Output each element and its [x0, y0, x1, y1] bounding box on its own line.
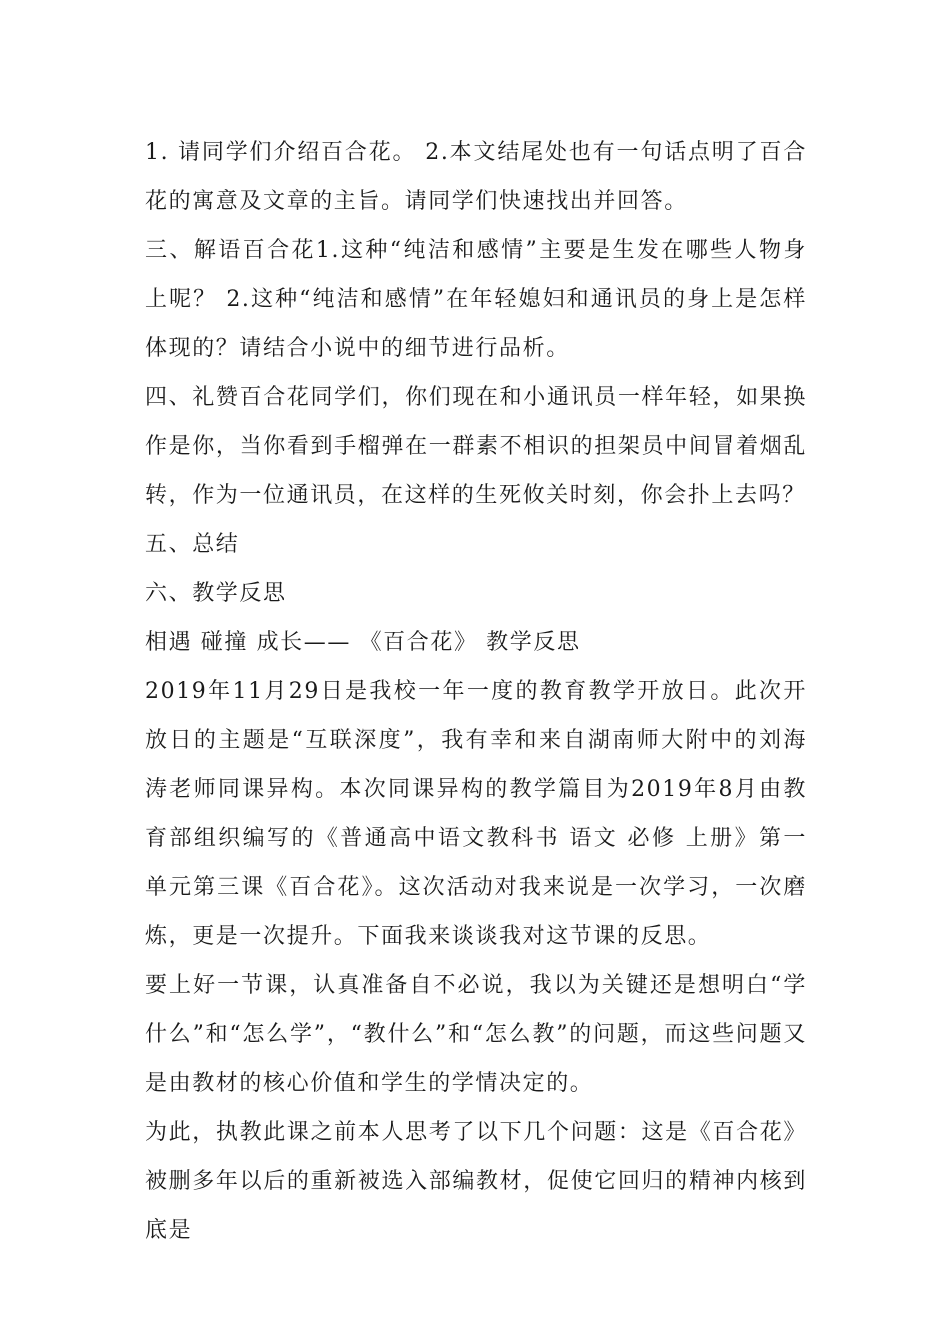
paragraph-reflection-title: 相遇 碰撞 成长—— 《百合花》 教学反思	[145, 630, 581, 655]
paragraph-section-four: 四、礼赞百合花同学们，你们现在和小通讯员一样年轻，如果换作是你，当你看到手榴弹在一群素不相识的担架员中间冒着烟乱转，作为一位通讯员，在这样的生死攸关时刻，你会扑上去吗？	[145, 385, 807, 508]
paragraph-section-six-heading: 六、教学反思	[145, 581, 287, 606]
document-body	[145, 128, 807, 1255]
paragraph-section-three: 三、解语百合花1.这种“纯洁和感情”主要是生发在哪些人物身上呢？ 2.这种“纯洁和感情”在年轻媳妇和通讯员的身上是怎样体现的？请结合小说中的细节进行品析。	[145, 238, 807, 361]
paragraph-questions-intro: 1. 请同学们介绍百合花。 2.本文结尾处也有一句话点明了百合花的寓意及文章的主旨。请同学们快速找出并回答。	[145, 140, 807, 214]
paragraph-section-five-heading: 五、总结	[145, 532, 240, 557]
paragraph-pre-lesson-thinking: 为此，执教此课之前本人思考了以下几个问题：这是《百合花》被删多年以后的重新被选入部编教材，促使它回归的精神内核到底是	[145, 1120, 807, 1243]
paragraph-open-day: 2019年11月29日是我校一年一度的教育教学开放日。此次开放日的主题是“互联深度”，我有幸和来自湖南师大附中的刘海涛老师同课异构。本次同课异构的教学篇目为2019年8月由教育部组织编写的《普通高中语文教科书 语文 必修 上册》第一单元第三课《百合花》。这次活动对我来说是一次学习，一次磨炼，更是一次提升。下面我来谈谈我对这节课的反思。	[145, 679, 807, 949]
paragraph-lesson-preparation: 要上好一节课，认真准备自不必说，我以为关键还是想明白“学什么”和“怎么学”，“教什么”和“怎么教”的问题，而这些问题又是由教材的核心价值和学生的学情决定的。	[145, 973, 807, 1096]
